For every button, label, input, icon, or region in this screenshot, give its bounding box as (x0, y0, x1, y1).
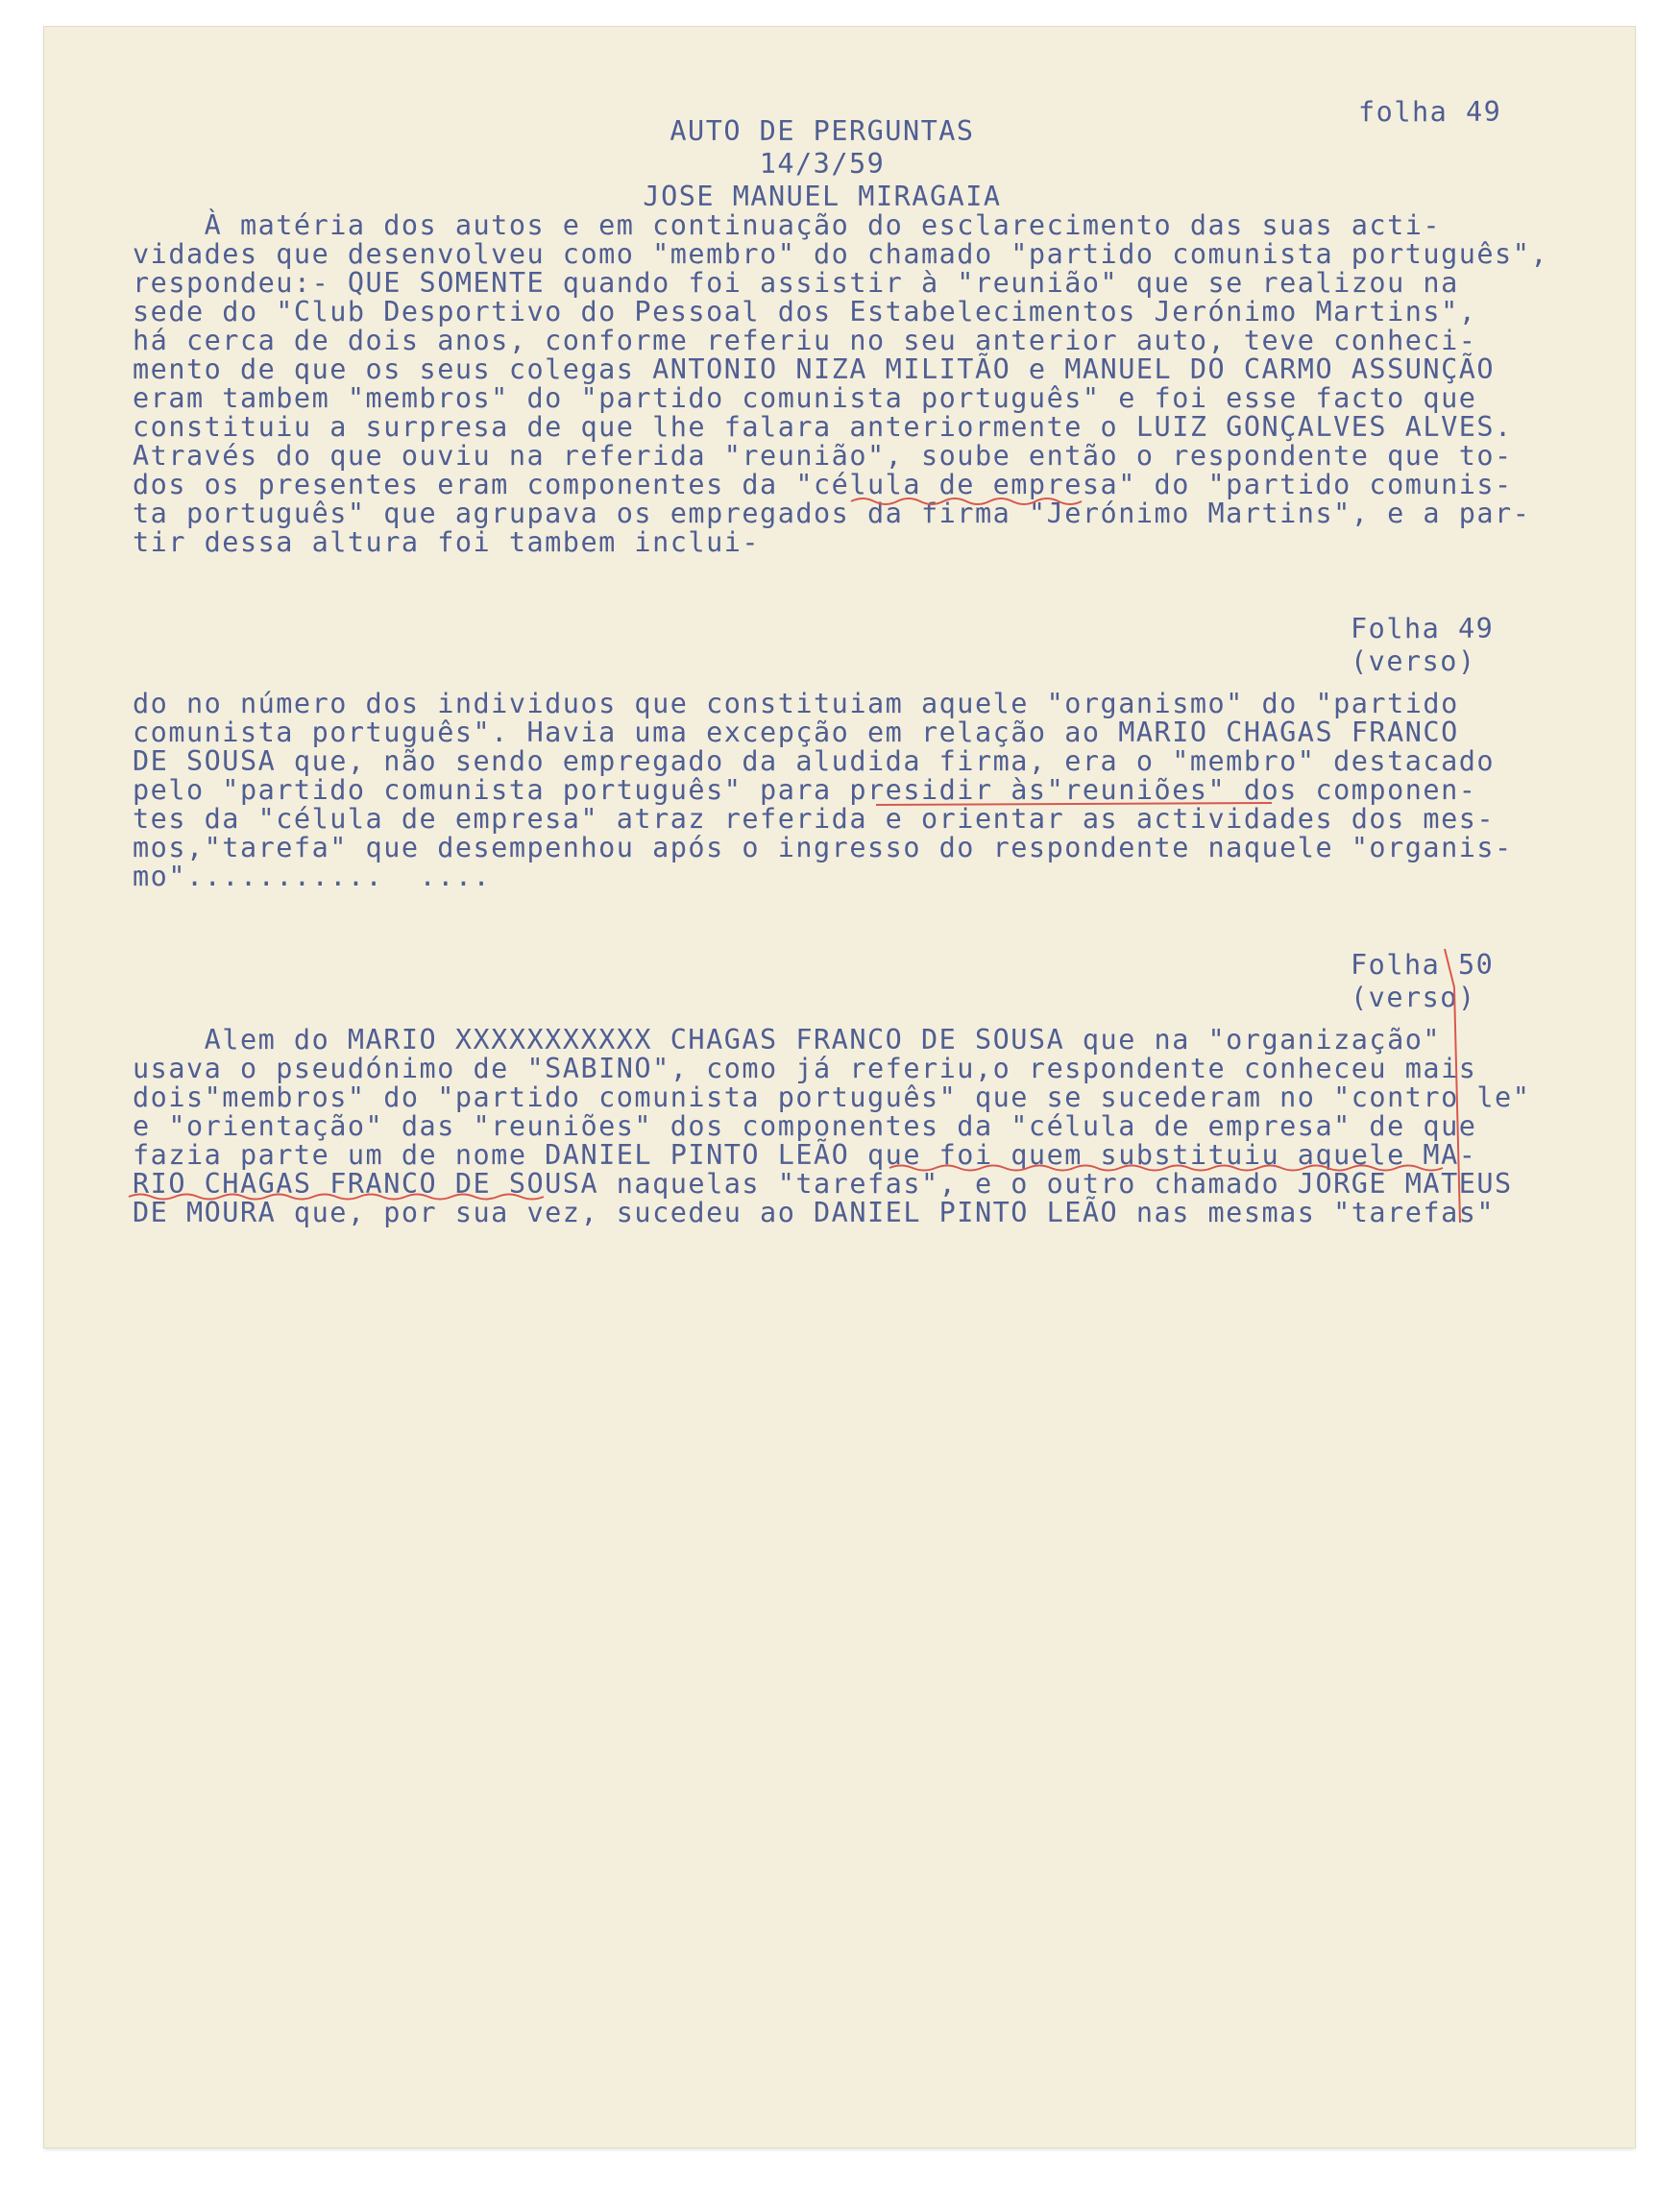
folio-number-1: folha 49 (1358, 96, 1502, 128)
p3-line: DE MOURA que, por sua vez, sucedeu ao DANIEL PINTO LEÃO nas mesmas "tarefas" (133, 1197, 1496, 1228)
heading-date: 14/3/59 (759, 148, 886, 180)
p2-line: tes da "célula de empresa" atraz referida e orientar as actividades dos mes- (133, 803, 1496, 835)
p2-line: DE SOUSA que, não sendo empregado da aludida firma, era o "membro" destacado (133, 745, 1496, 777)
p3-line: Alem do MARIO XXXXXXXXXXX CHAGAS FRANCO DE SOUSA que na "organização" (133, 1024, 1442, 1056)
p2-line: comunista português". Havia uma excepção em relação ao MARIO CHAGAS FRANCO (133, 717, 1459, 748)
typewritten-sheet (44, 27, 1635, 2148)
p3-line: RIO CHAGAS FRANCO DE SOUSA naquelas "tarefas", e o outro chamado JORGE MATEUS (133, 1168, 1513, 1200)
p1-line: respondeu:- QUE SOMENTE quando foi assistir à "reunião" que se realizou na (133, 267, 1459, 299)
p2-line: mos,"tarefa" que desempenhou após o ingresso do respondente naquele "organis- (133, 832, 1513, 863)
folio-number-3-verso: (verso) (1351, 982, 1476, 1013)
p1-line: À matéria dos autos e em continuação do esclarecimento das suas acti- (133, 209, 1442, 241)
p1-line: Através do que ouviu na referida "reunião", soube então o respondente que to- (133, 440, 1513, 472)
p3-line: dois"membros" do "partido comunista português" que se sucederam no "contro le" (133, 1081, 1531, 1113)
p1-line: sede do "Club Desportivo do Pessoal dos Estabelecimentos Jerónimo Martins", (133, 296, 1477, 328)
p1-line: ta português" que agrupava os empregados da firma "Jerónimo Martins", e a par- (133, 498, 1531, 529)
p1-line: constituiu a surpresa de que lhe falara anteriormente o LUIZ GONÇALVES ALVES. (133, 411, 1513, 443)
p1-line: vidades que desenvolveu como "membro" do chamado "partido comunista português", (133, 238, 1549, 270)
folio-number-3: Folha 50 (1351, 949, 1495, 981)
folio-number-2-verso: (verso) (1351, 645, 1476, 677)
p2-line: pelo "partido comunista português" para presidir às"reuniões" dos componen- (133, 774, 1477, 806)
p1-line: eram tambem "membros" do "partido comunista português" e foi esse facto que (133, 382, 1477, 414)
folio-number-2: Folha 49 (1351, 613, 1495, 644)
p3-line: usava o pseudónimo de "SABINO", como já referiu,o respondente conheceu mais (133, 1053, 1477, 1084)
p3-line: e "orientação" das "reuniões" dos componentes da "célula de empresa" de que (133, 1110, 1477, 1142)
p1-line: mento de que os seus colegas ANTONIO NIZA MILITÃO e MANUEL DO CARMO ASSUNÇÃO (133, 353, 1496, 385)
p2-line: do no número dos individuos que constituiam aquele "organismo" do "partido (133, 688, 1459, 719)
p1-line: dos os presentes eram componentes da "célula de empresa" do "partido comunis- (133, 469, 1513, 500)
p3-line: fazia parte um de nome DANIEL PINTO LEÃO que foi quem substituiu aquele MA- (133, 1139, 1477, 1171)
heading-name: JOSE MANUEL MIRAGAIA (643, 181, 1002, 212)
p2-line: mo"........... .... (133, 861, 492, 892)
p1-line: há cerca de dois anos, conforme referiu no seu anterior auto, teve conheci- (133, 325, 1477, 356)
p1-line: tir dessa altura foi tambem inclui- (133, 526, 761, 558)
heading-title: AUTO DE PERGUNTAS (670, 115, 975, 147)
